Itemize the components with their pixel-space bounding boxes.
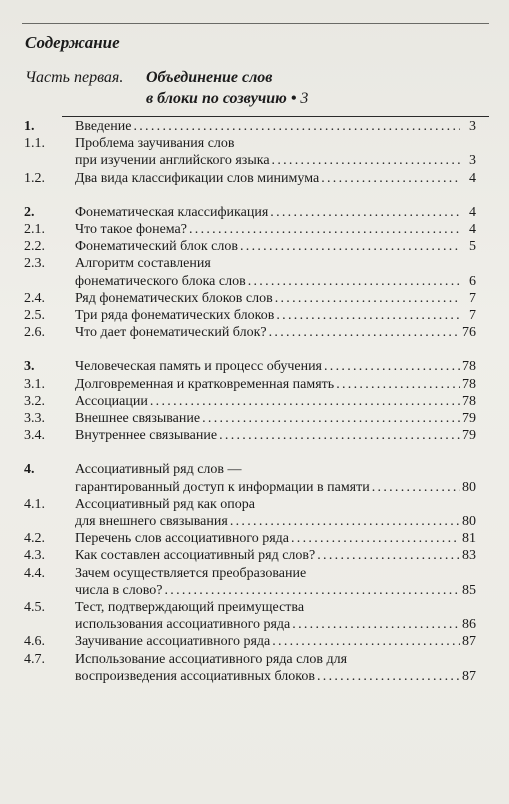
entry-title-line: Заучивание ассоциативного ряда	[75, 634, 271, 650]
dot-leader	[269, 324, 460, 341]
entry-number: 2.6.	[24, 325, 45, 341]
entry-page-number: 80	[462, 514, 476, 530]
entry-page-number: 6	[469, 273, 476, 289]
toc-entry[interactable]	[24, 290, 476, 307]
entry-page-number: 87	[462, 668, 476, 684]
entry-title-line: при изучении английского языка	[75, 153, 270, 169]
entry-title-line: Проблема заучивания слов	[75, 136, 235, 152]
entry-page-number: 5	[469, 239, 476, 255]
entry-page-number: 80	[462, 479, 476, 495]
dot-leader	[133, 118, 460, 135]
part-title-line1: Объединение слов	[146, 69, 273, 86]
part-page-number: 3	[300, 90, 309, 107]
toc-title: Содержание	[25, 33, 120, 52]
toc-entry[interactable]	[24, 255, 476, 289]
toc-entry[interactable]	[24, 170, 476, 187]
entry-title-line: Ряд фонематических блоков слов	[75, 290, 273, 306]
entry-title-line: Что дает фонематический блок?	[75, 325, 267, 341]
entry-page-number: 3	[469, 119, 476, 134]
entry-title-line: Ассоциативный ряд слов —	[75, 462, 242, 478]
entry-number: 2.3.	[24, 256, 45, 272]
dot-leader	[165, 582, 461, 599]
entry-number: 1.	[24, 119, 35, 134]
dot-leader	[324, 358, 460, 375]
toc-entry[interactable]	[24, 135, 476, 169]
header-rule	[22, 23, 489, 24]
entry-page-number: 3	[469, 153, 476, 169]
dot-leader	[219, 427, 460, 444]
toc-entry[interactable]	[24, 393, 476, 410]
entry-title-line: Алгоритм составления	[75, 256, 211, 272]
entry-title-line: числа в слово?	[75, 582, 163, 598]
entry-number: 4.7.	[24, 651, 45, 667]
entry-number: 2.1.	[24, 222, 45, 238]
entry-page-number: 78	[462, 393, 476, 409]
entry-title-line: Фонематический блок слов	[75, 239, 238, 255]
toc-entry[interactable]	[24, 221, 476, 238]
toc-entry[interactable]	[24, 547, 476, 564]
entry-number: 3.	[24, 359, 35, 375]
dot-leader	[276, 307, 460, 324]
toc-entry[interactable]	[24, 324, 476, 341]
dot-leader	[317, 668, 460, 685]
toc-entry[interactable]	[24, 427, 476, 444]
toc-entry[interactable]	[24, 410, 476, 427]
entry-number: 3.1.	[24, 376, 45, 392]
entry-title-line: использования ассоциативного ряда	[75, 617, 291, 633]
entry-page-number: 4	[469, 222, 476, 238]
entry-number: 2.2.	[24, 239, 45, 255]
entry-title-line: Как составлен ассоциативный ряд слов?	[75, 548, 316, 564]
entry-number: 4.4.	[24, 565, 45, 581]
entry-number: 4.	[24, 462, 35, 478]
dot-leader	[270, 204, 460, 221]
entry-page-number: 87	[462, 634, 476, 650]
entry-title-line: Три ряда фонематических блоков	[75, 308, 275, 324]
entry-title-line: Фонематическая классификация	[75, 204, 269, 220]
entry-page-number: 4	[469, 170, 476, 186]
dot-leader	[372, 479, 460, 496]
toc-chapter-entry[interactable]	[24, 204, 476, 221]
entry-title-line: Перечень слов ассоциативного ряда	[75, 531, 289, 547]
part-label: Часть первая.	[25, 69, 124, 86]
toc-entry[interactable]	[24, 651, 476, 685]
entry-title-line: Ассоциативный ряд как опора	[75, 496, 256, 512]
toc-chapter-entry[interactable]	[24, 358, 476, 375]
toc-entry[interactable]	[24, 238, 476, 255]
entry-number: 4.1.	[24, 496, 45, 512]
dot-leader	[189, 221, 460, 238]
entry-number: 2.4.	[24, 290, 45, 306]
entry-title-line: Использование ассоциативного ряда слов для	[75, 651, 348, 667]
dot-leader	[292, 616, 460, 633]
dot-leader	[321, 170, 460, 187]
entry-page-number: 7	[469, 290, 476, 306]
entry-number: 4.5.	[24, 600, 45, 616]
toc-entry[interactable]	[24, 496, 476, 530]
entry-page-number: 76	[462, 325, 476, 341]
toc-entry[interactable]	[24, 599, 476, 633]
entry-number: 2.5.	[24, 308, 45, 324]
entry-page-number: 4	[469, 204, 476, 220]
part-bullet: •	[290, 90, 297, 107]
toc-entry[interactable]	[24, 530, 476, 547]
dot-leader	[272, 633, 460, 650]
dot-leader	[240, 238, 460, 255]
part-title-line2	[146, 89, 308, 108]
toc-rule	[62, 116, 489, 117]
entry-page-number: 83	[462, 548, 476, 564]
dot-leader	[336, 376, 460, 393]
entry-title-line: гарантированный доступ к информации в памяти	[75, 479, 370, 495]
dot-leader	[317, 547, 460, 564]
entry-page-number: 81	[462, 531, 476, 547]
entry-page-number: 79	[462, 411, 476, 427]
entry-title-line: фонематического блока слов	[75, 273, 246, 289]
toc-list	[24, 118, 476, 685]
toc-entry[interactable]	[24, 633, 476, 650]
entry-number: 3.3.	[24, 411, 45, 427]
entry-number: 1.1.	[24, 136, 45, 152]
entry-number: 4.3.	[24, 548, 45, 564]
dot-leader	[248, 273, 460, 290]
toc-chapter-entry[interactable]	[24, 461, 476, 495]
entry-title-line: Два вида классификации слов минимума	[75, 170, 320, 186]
dot-leader	[230, 513, 460, 530]
entry-title-line: Введение	[75, 119, 132, 134]
entry-page-number: 86	[462, 617, 476, 633]
entry-page-number: 78	[462, 376, 476, 392]
dot-leader	[150, 393, 460, 410]
dot-leader	[275, 290, 460, 307]
dot-leader	[272, 152, 460, 169]
entry-page-number: 78	[462, 359, 476, 375]
entry-page-number: 7	[469, 308, 476, 324]
entry-number: 4.6.	[24, 634, 45, 650]
entry-title-line: Долговременная и кратковременная память	[75, 376, 335, 392]
part-title-line2-text: в блоки по созвучию	[146, 90, 287, 107]
entry-title-line: Человеческая память и процесс обучения	[75, 359, 322, 375]
toc-entry[interactable]	[24, 565, 476, 599]
entry-number: 3.2.	[24, 393, 45, 409]
entry-page-number: 85	[462, 582, 476, 598]
toc-chapter-entry[interactable]	[24, 118, 476, 135]
entry-number: 4.2.	[24, 531, 45, 547]
entry-title-line: воспроизведения ассоциативных блоков	[75, 668, 315, 684]
entry-number: 3.4.	[24, 428, 45, 444]
entry-title-line: Тест, подтверждающий преимущества	[75, 600, 305, 616]
entry-title-line: Внешнее связывание	[75, 411, 201, 427]
dot-leader	[291, 530, 460, 547]
toc-entry[interactable]	[24, 376, 476, 393]
entry-number: 2.	[24, 204, 35, 220]
entry-title-line: Что такое фонема?	[75, 222, 187, 238]
entry-title-line: Ассоциации	[75, 393, 148, 409]
entry-title-line: Зачем осуществляется преобразование	[75, 565, 307, 581]
toc-entry[interactable]	[24, 307, 476, 324]
entry-page-number: 79	[462, 428, 476, 444]
dot-leader	[202, 410, 460, 427]
entry-title-line: для внешнего связывания	[75, 514, 228, 530]
entry-title-line: Внутреннее связывание	[75, 428, 218, 444]
entry-number: 1.2.	[24, 170, 45, 186]
